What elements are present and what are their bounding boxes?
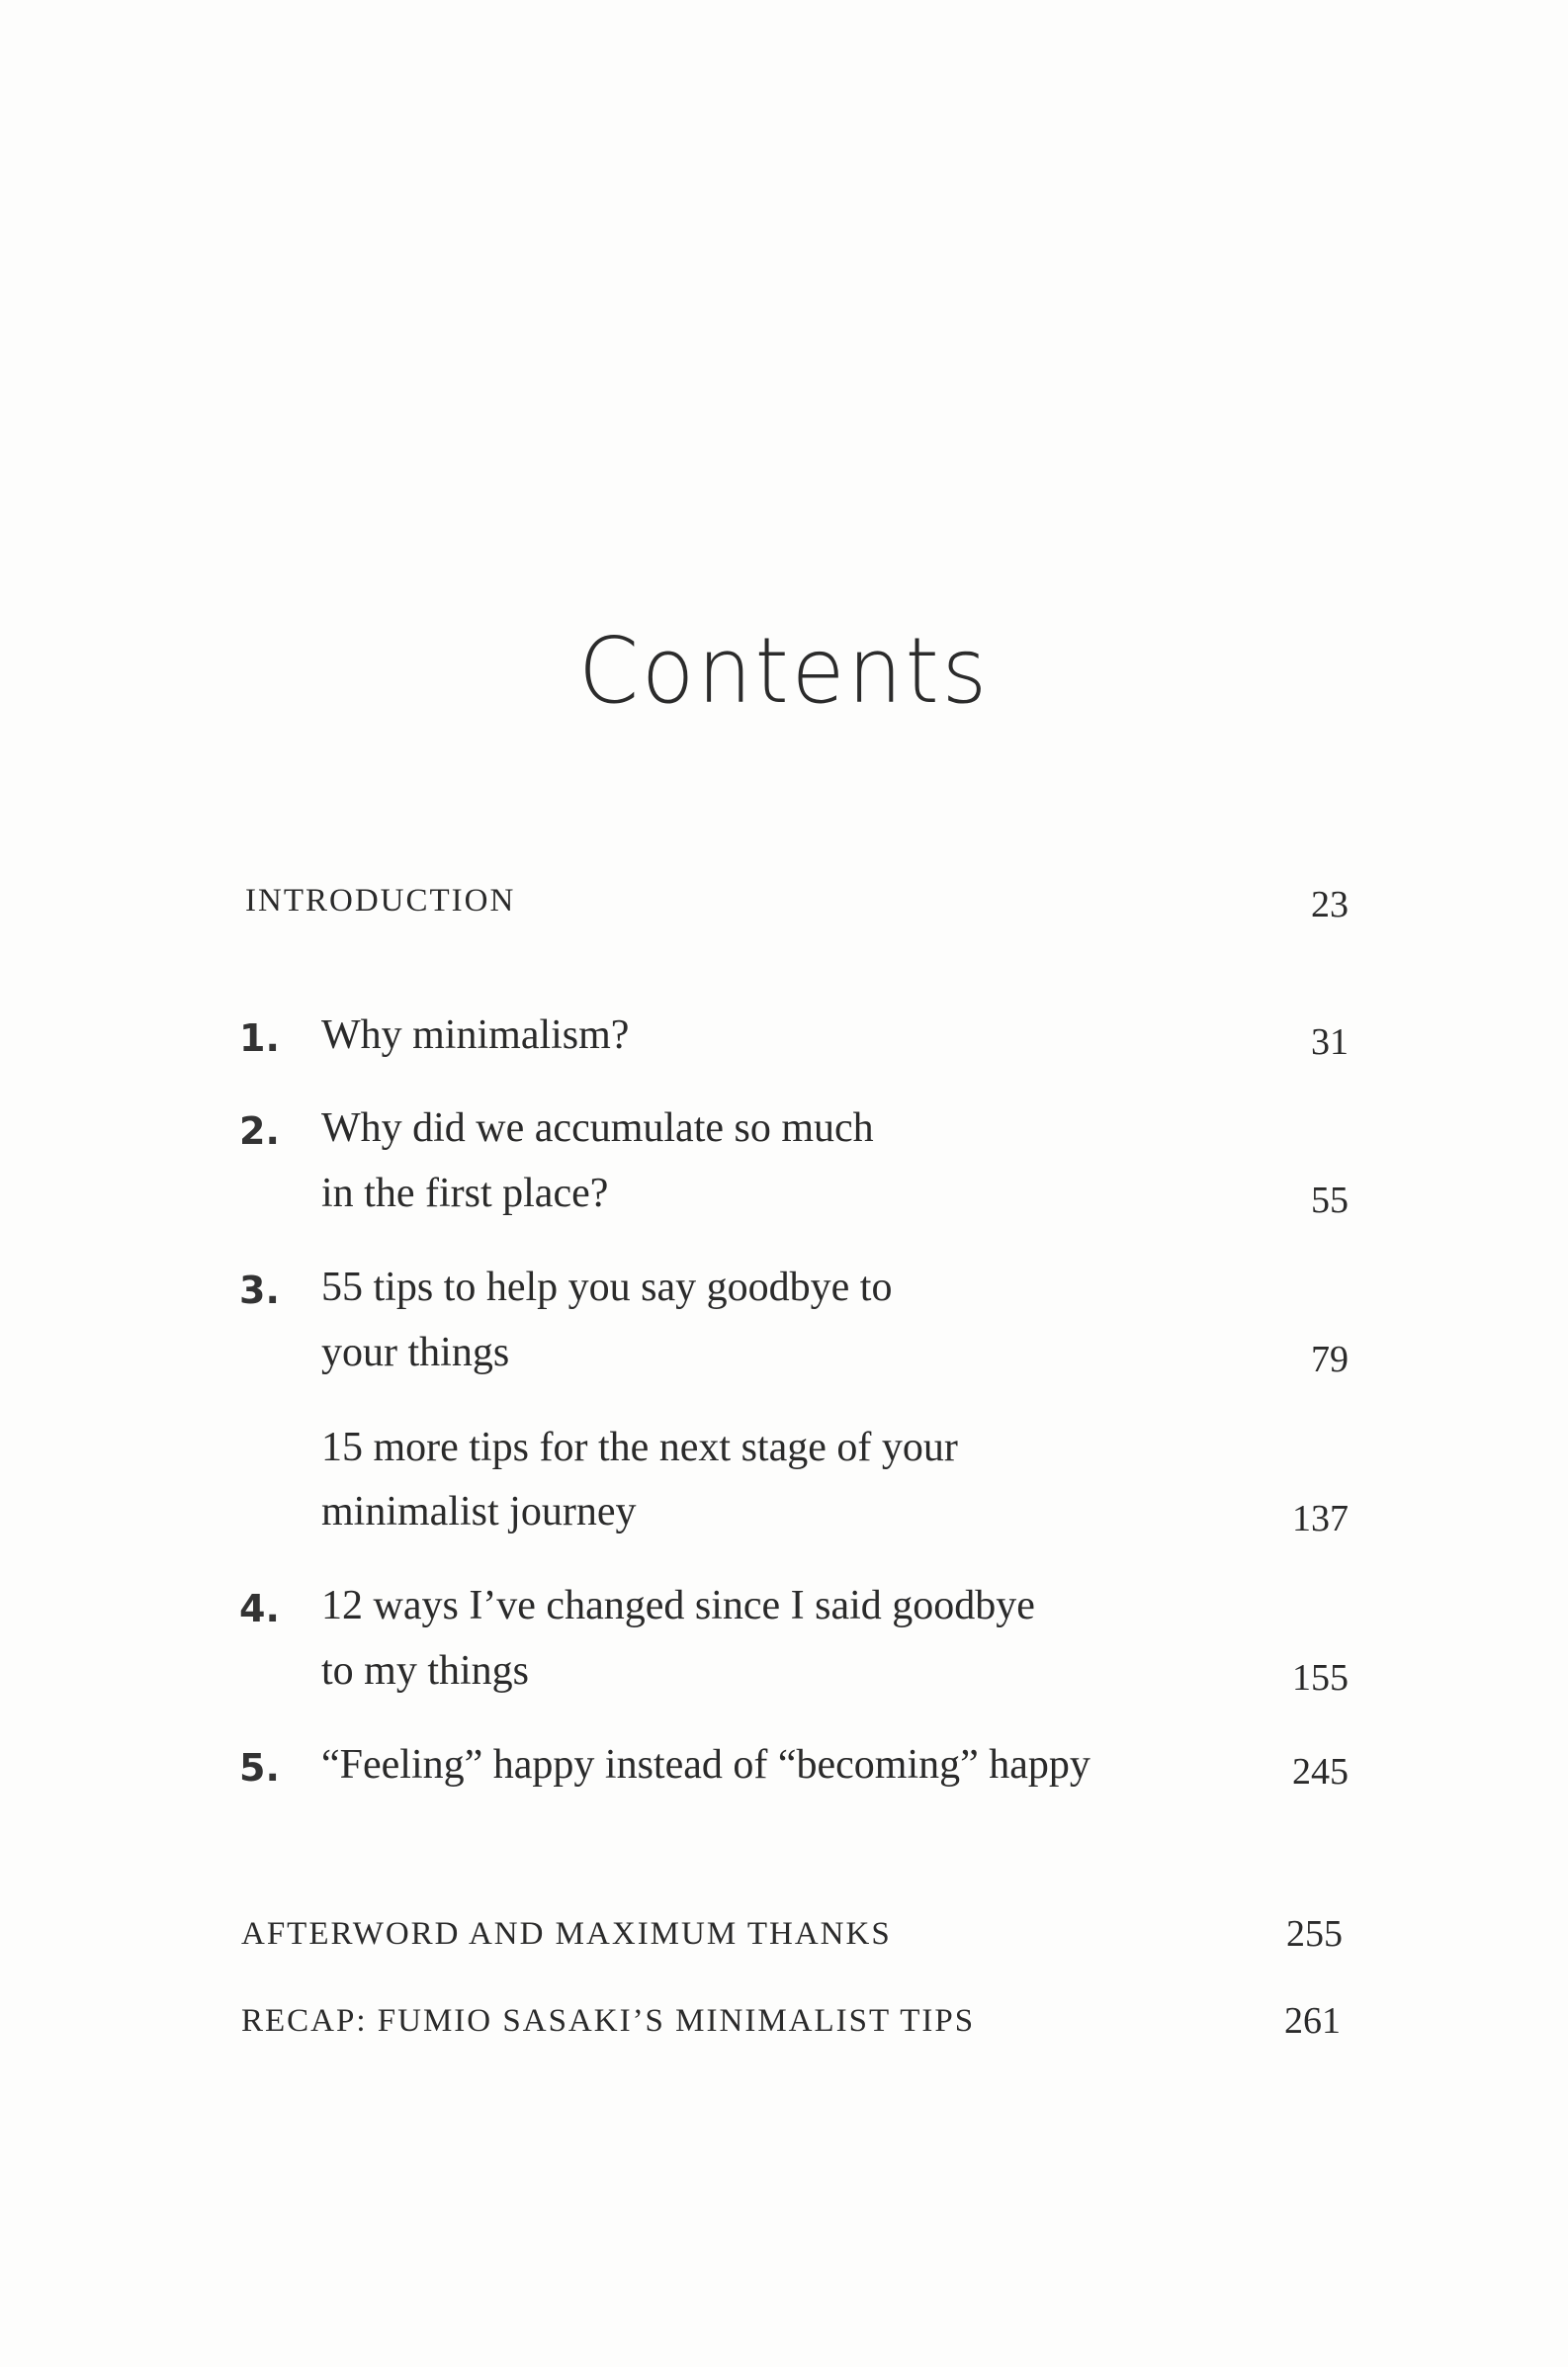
page-number: 137 (1292, 1498, 1349, 1539)
page-number: 23 (1311, 884, 1349, 925)
chapter-title-line-2: your things (321, 1330, 510, 1375)
page-number: 155 (1292, 1657, 1349, 1699)
chapter-title: “Feeling” happy instead of “becoming” happy (321, 1742, 1090, 1788)
chapter-number: 3. (239, 1269, 280, 1312)
section-title-line-2: minimalist journey (321, 1489, 637, 1534)
page-number: 255 (1286, 1913, 1343, 1955)
page-number: 79 (1311, 1339, 1349, 1380)
chapter-number: 4. (239, 1587, 280, 1630)
chapter-title: Why minimalism? (321, 1012, 630, 1058)
page-number: 261 (1284, 2000, 1341, 2042)
chapter-number: 1. (239, 1016, 280, 1060)
entry-label: AFTERWORD AND MAXIMUM THANKS (241, 1916, 892, 1952)
chapter-title-line-2: in the first place? (321, 1171, 609, 1216)
chapter-title-line-2: to my things (321, 1648, 530, 1694)
entry-label: RECAP: FUMIO SASAKI’S MINIMALIST TIPS (241, 2003, 976, 2039)
page-number: 245 (1292, 1751, 1349, 1793)
page-number: 31 (1311, 1021, 1349, 1063)
entry-label: INTRODUCTION (245, 883, 516, 919)
chapter-title-line-1: 12 ways I’ve changed since I said goodbye (321, 1583, 1035, 1628)
chapter-number: 2. (239, 1109, 280, 1153)
page-number: 55 (1311, 1180, 1349, 1221)
page-title: Contents (578, 618, 990, 724)
chapter-title-line-1: 55 tips to help you say goodbye to (321, 1265, 893, 1310)
section-title-line-1: 15 more tips for the next stage of your (321, 1425, 958, 1470)
chapter-number: 5. (239, 1746, 280, 1790)
chapter-title-line-1: Why did we accumulate so much (321, 1105, 874, 1151)
